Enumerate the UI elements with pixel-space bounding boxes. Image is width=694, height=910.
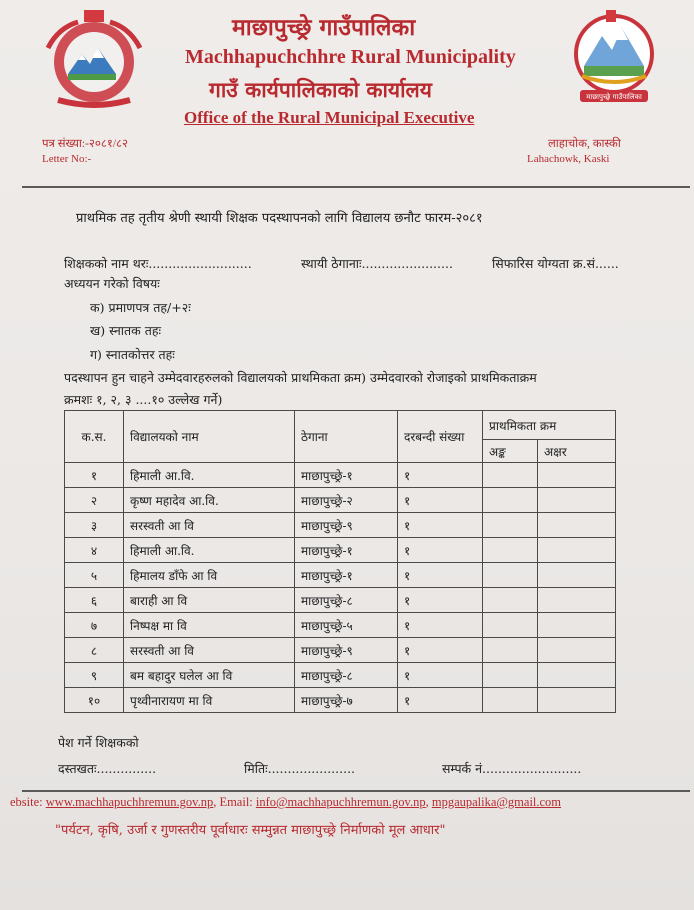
municipality-title-en: Machhapuchchhre Rural Municipality	[185, 46, 516, 68]
cell-address: माछापुच्छ्रे-१	[295, 538, 398, 563]
table-row	[65, 513, 616, 538]
table-row	[65, 563, 616, 588]
cell-address: माछापुच्छ्रे-२	[295, 488, 398, 513]
cell-school: सरस्वती आ वि	[124, 513, 295, 538]
cell-school: हिमाली आ.वि.	[124, 463, 295, 488]
cell-posts: १	[398, 638, 483, 663]
cell-school: निष्पक्ष मा वि	[124, 613, 295, 638]
cell-sn: ७	[65, 613, 124, 638]
cell-priority-digits[interactable]	[483, 563, 538, 588]
cell-posts: १	[398, 613, 483, 638]
cell-sn: ५	[65, 563, 124, 588]
teacher-name-field: शिक्षकको नाम थरः..........................	[64, 256, 252, 271]
recommendation-number-field: सिफारिस योग्यता क्र.सं......	[492, 256, 619, 271]
cell-priority-words[interactable]	[538, 488, 616, 513]
cell-priority-digits[interactable]	[483, 513, 538, 538]
location-np: लाहाचोक, कास्की	[548, 138, 621, 150]
table-row	[65, 538, 616, 563]
cell-priority-words[interactable]	[538, 563, 616, 588]
municipal-logo-icon	[562, 6, 666, 110]
col-header-words: अक्षर	[538, 440, 616, 463]
instruction-line-2: क्रमशः १, २, ३ ....१० उल्लेख गर्ने)	[64, 392, 223, 407]
gmail-link[interactable]: mpgaupalika@gmail.com	[431, 795, 562, 809]
subject-item-bachelor: ख) स्नातक तहः	[90, 323, 162, 338]
cell-school: सरस्वती आ वि	[124, 638, 295, 663]
cell-posts: १	[398, 588, 483, 613]
cell-address: माछापुच्छ्रे-५	[295, 613, 398, 638]
col-header-address: ठेगाना	[295, 411, 398, 463]
cell-address: माछापुच्छ्रे-७	[295, 688, 398, 713]
footer-divider	[22, 790, 690, 792]
school-selection-table	[64, 410, 616, 713]
gmail-separator: ,	[425, 795, 432, 809]
cell-address: माछापुच्छ्रे-९	[295, 513, 398, 538]
cell-priority-words[interactable]	[538, 663, 616, 688]
cell-priority-digits[interactable]	[483, 488, 538, 513]
location-en: Lahachowk, Kaski	[527, 153, 610, 165]
email-link[interactable]: info@machhapuchhremun.gov.np	[255, 795, 426, 809]
cell-address: माछापुच्छ्रे-८	[295, 663, 398, 688]
col-header-digits: अङ्क	[483, 440, 538, 463]
cell-priority-digits[interactable]	[483, 613, 538, 638]
cell-sn: १	[65, 463, 124, 488]
table-row	[65, 663, 616, 688]
website-link[interactable]: www.machhapuchhremun.gov.np	[45, 795, 214, 809]
office-title-np: गाउँ कार्यपालिकाको कार्यालय	[209, 77, 432, 102]
office-title-en: Office of the Rural Municipal Executive	[184, 108, 475, 127]
cell-sn: २	[65, 488, 124, 513]
cell-priority-words[interactable]	[538, 513, 616, 538]
cell-priority-words[interactable]	[538, 613, 616, 638]
date-field: मितिः......................	[244, 761, 356, 776]
cell-address: माछापुच्छ्रे-८	[295, 588, 398, 613]
letter-number-en: Letter No:-	[42, 153, 92, 165]
cell-address: माछापुच्छ्रे-१	[295, 463, 398, 488]
col-header-posts: दरबन्दी संख्या	[398, 411, 483, 463]
table-row	[65, 688, 616, 713]
instruction-line-1: पदस्थापन हुन चाहने उम्मेदवारहरुलको विद्यालयको प्राथमिकता क्रम) उम्मेदवारको रोजाइको प्राथमिकताक्रम	[64, 370, 537, 385]
cell-posts: १	[398, 463, 483, 488]
cell-sn: १०	[65, 688, 124, 713]
cell-posts: १	[398, 688, 483, 713]
national-emblem-icon	[38, 8, 150, 112]
cell-priority-digits[interactable]	[483, 538, 538, 563]
col-header-priority: प्राथमिकता क्रम	[483, 411, 616, 440]
cell-priority-digits[interactable]	[483, 588, 538, 613]
permanent-address-field: स्थायी ठेगानाः.......................	[301, 256, 453, 271]
presenter-label: पेश गर्ने शिक्षकको	[58, 735, 139, 750]
cell-school: पृथ्वीनारायण मा वि	[124, 688, 295, 713]
cell-priority-words[interactable]	[538, 463, 616, 488]
cell-school: कृष्ण महादेव आ.वि.	[124, 488, 295, 513]
municipality-title-np: माछापुच्छ्रे गाउँपालिका	[232, 14, 416, 41]
footer-slogan: "पर्यटन, कृषि, उर्जा र गुणस्तरीय पूर्वाधारः सम्मुन्नत माछापुच्छ्रे निर्माणको मूल आधार"	[55, 823, 446, 838]
cell-posts: १	[398, 538, 483, 563]
cell-sn: ८	[65, 638, 124, 663]
table-row	[65, 463, 616, 488]
cell-posts: १	[398, 488, 483, 513]
table-row	[65, 488, 616, 513]
logo-caption: माछापुच्छ्रे गाउँपालिका	[586, 93, 642, 101]
cell-priority-digits[interactable]	[483, 688, 538, 713]
cell-priority-words[interactable]	[538, 588, 616, 613]
cell-school: बाराही आ वि	[124, 588, 295, 613]
cell-school: बम बहादुर घलेल आ वि	[124, 663, 295, 688]
table-row	[65, 638, 616, 663]
cell-address: माछापुच्छ्रे-१	[295, 563, 398, 588]
cell-posts: १	[398, 563, 483, 588]
subjects-heading: अध्ययन गरेको विषयः	[64, 276, 160, 291]
cell-priority-words[interactable]	[538, 638, 616, 663]
cell-sn: ३	[65, 513, 124, 538]
cell-sn: ९	[65, 663, 124, 688]
table-row	[65, 613, 616, 638]
cell-priority-words[interactable]	[538, 688, 616, 713]
letter-number-np: पत्र संख्या:-२०८१/८२	[42, 138, 129, 150]
cell-priority-digits[interactable]	[483, 463, 538, 488]
cell-address: माछापुच्छ्रे-९	[295, 638, 398, 663]
website-prefix: ebsite:	[10, 795, 46, 809]
table-row	[65, 588, 616, 613]
cell-sn: ६	[65, 588, 124, 613]
cell-priority-digits[interactable]	[483, 638, 538, 663]
email-prefix: , Email:	[213, 795, 256, 809]
cell-school: हिमालय डाँफे आ वि	[124, 563, 295, 588]
contact-number-field: सम्पर्क नं.........................	[442, 761, 582, 776]
signature-field: दस्तखतः...............	[58, 761, 157, 776]
cell-priority-words[interactable]	[538, 538, 616, 563]
cell-sn: ४	[65, 538, 124, 563]
cell-priority-digits[interactable]	[483, 663, 538, 688]
cell-posts: १	[398, 513, 483, 538]
footer-contact-line	[10, 795, 561, 810]
col-header-school: विद्यालयको नाम	[124, 411, 295, 463]
subject-item-certificate: क) प्रमाणपत्र तह/+२ः	[90, 300, 191, 315]
form-title: प्राथमिक तह तृतीय श्रेणी स्थायी शिक्षक पदस्थापनको लागि विद्यालय छनौट फारम-२०८१	[76, 211, 483, 226]
col-header-sn: क.स.	[65, 411, 124, 463]
cell-school: हिमाली आ.वि.	[124, 538, 295, 563]
header-divider	[22, 186, 690, 188]
subject-item-master: ग) स्नातकोत्तर तहः	[90, 347, 175, 362]
cell-posts: १	[398, 663, 483, 688]
